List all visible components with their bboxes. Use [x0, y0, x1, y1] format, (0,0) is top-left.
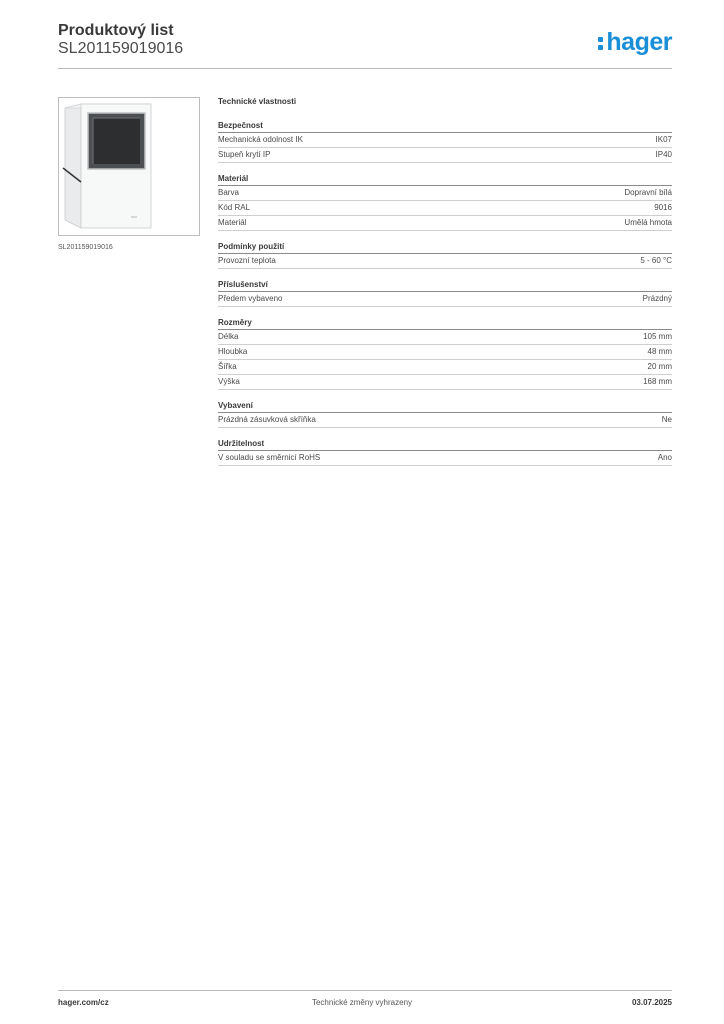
product-illustration — [59, 98, 199, 235]
property-value: 20 mm — [647, 362, 672, 371]
property-value: Prázdný — [642, 294, 672, 303]
property-label: Šířka — [218, 362, 237, 371]
property-row — [218, 413, 672, 428]
property-value: Dopravní bílá — [624, 188, 672, 197]
page-header — [58, 22, 672, 70]
product-code: SL201159019016 — [58, 40, 184, 57]
property-row — [218, 148, 672, 163]
property-row — [218, 254, 672, 269]
logo-text: hager — [606, 28, 672, 56]
section-dimensions — [218, 317, 672, 390]
property-value: Umělá hmota — [624, 218, 672, 227]
footer-divider — [58, 990, 672, 991]
property-label: Předem vybaveno — [218, 294, 283, 303]
property-label: Prázdná zásuvková skříňka — [218, 415, 316, 424]
section-equipment — [218, 400, 672, 428]
property-label: Kód RAL — [218, 203, 251, 212]
property-label: Stupeň krytí IP — [218, 150, 271, 159]
property-value: 9016 — [654, 203, 672, 212]
footer-notice: Technické změny vyhrazeny — [311, 998, 413, 1007]
logo-dots-icon — [598, 33, 604, 51]
section-accessories — [218, 279, 672, 307]
section-operating-conditions — [218, 241, 672, 269]
property-row — [218, 345, 672, 360]
footer-date: 03.07.2025 — [631, 998, 672, 1007]
property-row — [218, 133, 672, 148]
property-value: 105 mm — [643, 332, 672, 341]
section-heading: Příslušenství — [218, 279, 672, 292]
property-label: Mechanická odolnost IK — [218, 135, 303, 144]
property-row — [218, 216, 672, 231]
property-row — [218, 201, 672, 216]
property-value: Ne — [661, 415, 672, 424]
property-value: 168 mm — [643, 377, 672, 386]
property-value: 48 mm — [647, 347, 672, 356]
section-heading: Podmínky použití — [218, 241, 672, 254]
property-value: 5 - 60 °C — [640, 256, 672, 265]
properties-title: Technické vlastnosti — [218, 97, 297, 106]
section-safety — [218, 120, 672, 163]
header-divider — [58, 68, 672, 69]
property-row — [218, 330, 672, 345]
page-title: Produktový list — [58, 22, 174, 39]
property-value: IP40 — [655, 150, 672, 159]
image-caption: SL201159019016 — [58, 244, 113, 251]
property-label: Barva — [218, 188, 239, 197]
section-heading: Bezpečnost — [218, 120, 672, 133]
hager-logo — [598, 28, 672, 56]
section-heading: Vybavení — [218, 400, 672, 413]
property-value: IK07 — [655, 135, 672, 144]
section-heading: Rozměry — [218, 317, 672, 330]
wall-box-product-image — [58, 97, 200, 236]
property-row — [218, 375, 672, 390]
property-label: Hloubka — [218, 347, 248, 356]
property-label: Provozní teplota — [218, 256, 276, 265]
section-sustainability — [218, 438, 672, 466]
property-row — [218, 360, 672, 375]
section-heading: Materiál — [218, 173, 672, 186]
property-row — [218, 451, 672, 466]
property-row — [218, 186, 672, 201]
footer-website-link[interactable]: hager.com/cz — [58, 998, 109, 1007]
section-heading: Udržitelnost — [218, 438, 672, 451]
property-row — [218, 292, 672, 307]
section-material — [218, 173, 672, 231]
property-label: V souladu se směrnicí RoHS — [218, 453, 321, 462]
property-value: Ano — [657, 453, 672, 462]
property-label: Materiál — [218, 218, 247, 227]
property-label: Výška — [218, 377, 240, 386]
property-label: Délka — [218, 332, 239, 341]
technical-properties — [218, 96, 672, 476]
